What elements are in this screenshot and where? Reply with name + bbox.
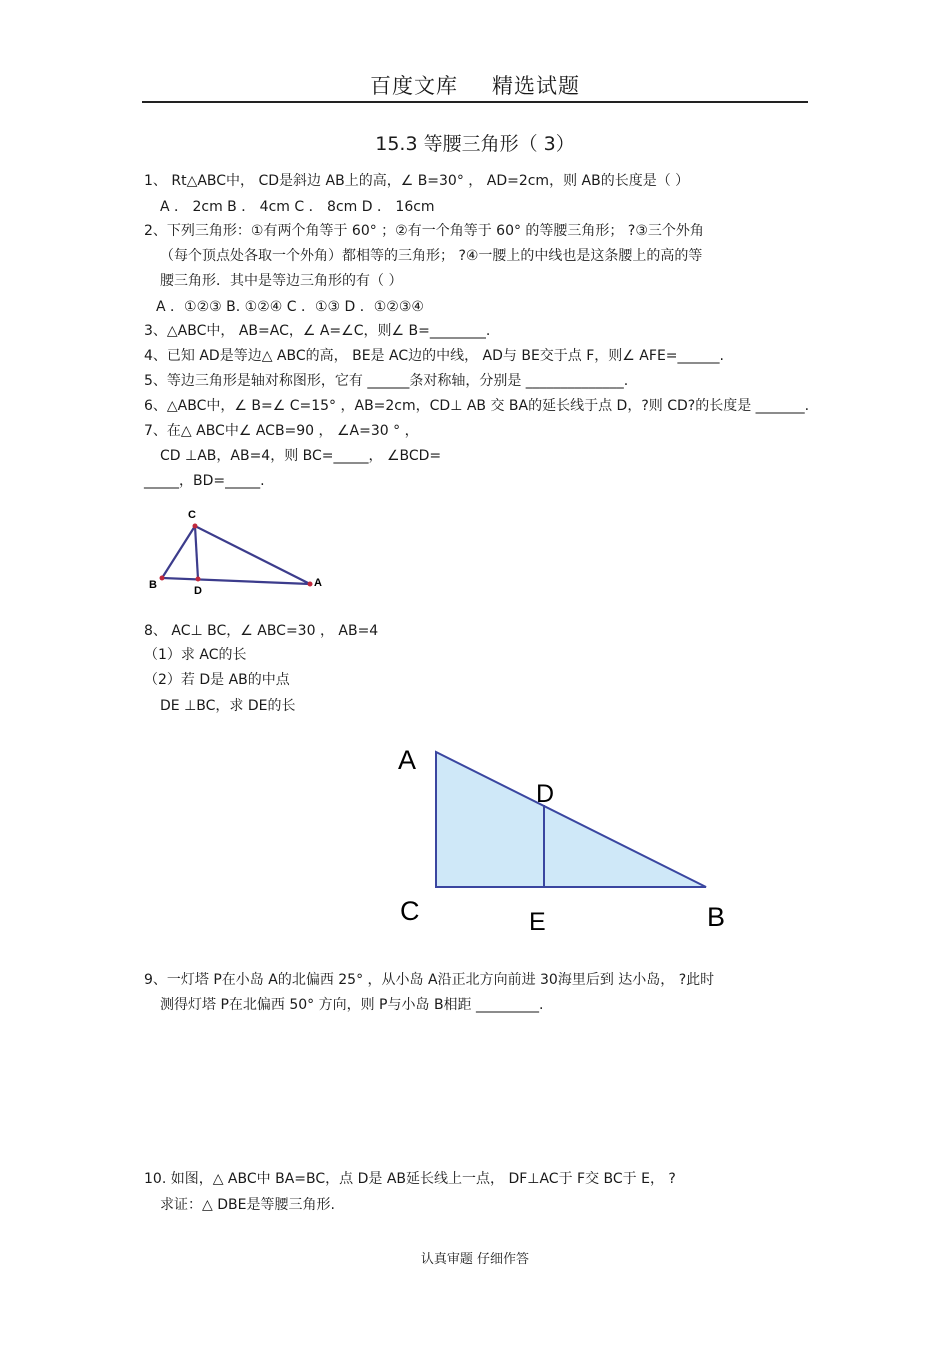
q7-line2: CD ⊥AB，AB=4，则 BC=_____， ∠BCD= — [160, 448, 442, 464]
q9-line1: 9、一灯塔 P在小岛 A的北偏西 25° ，从小岛 A沿正北方向前进 30海里后到 达小岛， ?此时 — [144, 972, 715, 988]
label-c: C — [188, 509, 196, 521]
q8-part2-cont: DE ⊥BC，求 DE的长 — [160, 698, 296, 714]
q4: 4、已知 AD是等边△ ABC的高， BE是 AC边的中线， AD与 BE交于点 F，则∠ AFE=______. — [144, 348, 724, 364]
label-b: B — [707, 902, 726, 932]
vertex-c — [193, 524, 198, 529]
page-header — [0, 70, 950, 100]
q2-options: A ．①②③ B. ①②④ C ．①③ D ．①②③④ — [156, 299, 424, 315]
vertex-a — [308, 582, 313, 587]
figure-q7 — [140, 505, 340, 600]
page-footer: 认真审题 仔细作答 — [420, 1252, 530, 1267]
label-d: D — [194, 585, 202, 597]
page-title: 15.3 等腰三角形（ 3） — [375, 133, 575, 155]
q7-line3: _____，BD=_____. — [144, 473, 265, 489]
q3: 3、△ABC中， AB=AC，∠ A=∠C，则∠ B=________. — [144, 323, 491, 339]
q8-stem: 8、 AC⊥ BC，∠ ABC=30 ， AB=4 — [144, 623, 379, 639]
figure-q8 — [390, 735, 750, 940]
q10-line2: 求证：△ DBE是等腰三角形. — [160, 1197, 335, 1213]
triangle-acb — [436, 752, 706, 887]
header-right: 精选试题 — [492, 74, 580, 98]
triangle-abc — [162, 526, 310, 584]
q8-part2: （2）若 D是 AB的中点 — [144, 672, 290, 688]
vertex-d — [196, 577, 201, 582]
q10-line1: 10. 如图，△ ABC中 BA=BC，点 D是 AB延长线上一点， DF⊥AC于 F交 BC于 E， ? — [144, 1171, 676, 1187]
q9-line2: 测得灯塔 P在北偏西 50° 方向，则 P与小岛 B相距 _________. — [160, 997, 544, 1013]
label-b: B — [149, 579, 157, 591]
q2-stem-line3: 腰三角形．其中是等边三角形的有（ ） — [160, 273, 403, 289]
altitude-cd — [195, 526, 198, 579]
vertex-b — [160, 576, 165, 581]
q7-line1: 7、在△ ABC中∠ ACB=90 ， ∠A=30 ° ， — [144, 423, 419, 439]
label-a: A — [398, 745, 417, 775]
header-rule — [142, 101, 808, 103]
q8-part1: （1）求 AC的长 — [144, 647, 247, 663]
q2-stem-line1: 2、下列三角形：①有两个角等于 60° ；②有一个角等于 60° 的等腰三角形； ?③三个外角 — [144, 223, 704, 239]
label-c: C — [400, 896, 420, 926]
q5: 5、等边三角形是轴对称图形，它有 ______条对称轴，分别是 ______________. — [144, 373, 629, 389]
q6: 6、△ABC中，∠ B=∠ C=15° ，AB=2cm，CD⊥ AB 交 BA的延长线于点 D，?则 CD?的长度是 _______. — [144, 398, 810, 414]
label-a: A — [314, 577, 322, 589]
header-left: 百度文库 — [370, 74, 458, 98]
label-d: D — [536, 780, 555, 808]
q1-stem: 1、 Rt△ABC中， CD是斜边 AB上的高，∠ B=30° ， AD=2cm，则 AB的长度是（ ） — [144, 173, 690, 189]
q1-options: A ． 2cm B ． 4cm C ． 8cm D ． 16cm — [160, 199, 435, 215]
q2-stem-line2: （每个顶点处各取一个外角）都相等的三角形； ?④一腰上的中线也是这条腰上的高的等 — [160, 248, 703, 264]
label-e: E — [529, 908, 546, 936]
